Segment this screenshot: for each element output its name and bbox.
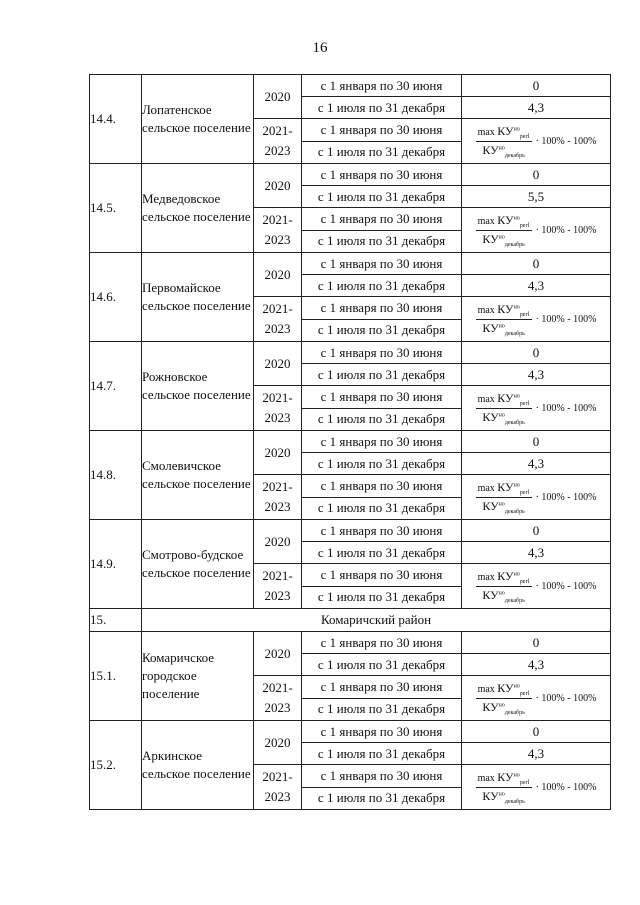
fraction-denominator bbox=[482, 409, 524, 426]
formula-sub: регl bbox=[519, 311, 530, 318]
formula-ku: КУ bbox=[497, 680, 514, 695]
formula-cell bbox=[462, 564, 611, 609]
formula-max: max bbox=[477, 215, 495, 227]
period-cell: с 1 июля по 31 декабря bbox=[302, 319, 462, 342]
item-number: 14.8. bbox=[90, 431, 142, 520]
fraction-numerator bbox=[476, 681, 532, 699]
item-number: 14.5. bbox=[90, 164, 142, 253]
formula bbox=[462, 569, 610, 604]
district-name: Комаричский район bbox=[142, 609, 611, 632]
item-number: 14.9. bbox=[90, 520, 142, 609]
formula-tail: · 100% - 100% bbox=[535, 781, 597, 793]
formula-cell bbox=[462, 765, 611, 810]
period-cell: с 1 июля по 31 декабря bbox=[302, 230, 462, 253]
value-cell: 0 bbox=[462, 632, 611, 654]
formula-sub: регl bbox=[519, 400, 530, 407]
formula-ku: КУ bbox=[482, 498, 499, 513]
value-cell: 0 bbox=[462, 431, 611, 453]
year-cell: 2020 bbox=[254, 520, 302, 564]
formula-sup: но bbox=[513, 215, 520, 222]
fraction-denominator bbox=[482, 142, 524, 159]
formula-sub: регl bbox=[519, 779, 530, 786]
formula-sub: регl bbox=[519, 489, 530, 496]
period-cell: с 1 июля по 31 декабря bbox=[302, 586, 462, 609]
fraction bbox=[476, 770, 532, 805]
value-cell: 4,3 bbox=[462, 275, 611, 297]
year-cell: 2020 bbox=[254, 164, 302, 208]
value-cell: 0 bbox=[462, 342, 611, 364]
fraction bbox=[476, 213, 532, 248]
formula-sub: регl bbox=[519, 690, 530, 697]
year-cell: 2020 bbox=[254, 75, 302, 119]
formula-sub: регl bbox=[519, 133, 530, 140]
period-cell: с 1 января по 30 июня bbox=[302, 431, 462, 453]
formula-sup: но bbox=[513, 683, 520, 690]
period-cell: с 1 января по 30 июня bbox=[302, 632, 462, 654]
period-cell: с 1 июля по 31 декабря bbox=[302, 743, 462, 765]
period-cell: с 1 января по 30 июня bbox=[302, 765, 462, 788]
formula-ku: КУ bbox=[497, 123, 514, 138]
fraction bbox=[476, 480, 532, 515]
table-row bbox=[90, 164, 611, 186]
value-cell: 4,3 bbox=[462, 453, 611, 475]
year-range-cell: 2021-2023 bbox=[254, 297, 302, 342]
formula-tail: · 100% - 100% bbox=[535, 313, 597, 325]
formula-max: max bbox=[477, 393, 495, 405]
value-cell: 0 bbox=[462, 253, 611, 275]
formula-max: max bbox=[477, 772, 495, 784]
formula-tail: · 100% - 100% bbox=[535, 135, 597, 147]
period-cell: с 1 июля по 31 декабря bbox=[302, 141, 462, 164]
table-row bbox=[90, 342, 611, 364]
period-cell: с 1 июля по 31 декабря bbox=[302, 408, 462, 431]
period-cell: с 1 июля по 31 декабря bbox=[302, 453, 462, 475]
formula-sup: но bbox=[513, 772, 520, 779]
fraction-denominator bbox=[482, 320, 524, 337]
item-number: 14.6. bbox=[90, 253, 142, 342]
formula-ku: КУ bbox=[482, 409, 499, 424]
formula-sup: но bbox=[513, 304, 520, 311]
year-range-cell: 2021-2023 bbox=[254, 564, 302, 609]
period-cell: с 1 января по 30 июня bbox=[302, 564, 462, 587]
formula-ku: КУ bbox=[497, 769, 514, 784]
period-cell: с 1 января по 30 июня bbox=[302, 676, 462, 699]
fraction bbox=[476, 302, 532, 337]
settlement-name: Аркинское сельское поселение bbox=[142, 721, 254, 810]
formula-ku: КУ bbox=[482, 699, 499, 714]
formula-sub: декабрь bbox=[504, 508, 525, 515]
table-row bbox=[90, 75, 611, 97]
formula-max: max bbox=[477, 482, 495, 494]
period-cell: с 1 января по 30 июня bbox=[302, 475, 462, 498]
formula-sup: но bbox=[498, 590, 505, 597]
value-cell: 4,3 bbox=[462, 654, 611, 676]
value-cell: 4,3 bbox=[462, 364, 611, 386]
formula-ku: КУ bbox=[497, 479, 514, 494]
value-cell: 0 bbox=[462, 721, 611, 743]
fraction-numerator bbox=[476, 480, 532, 498]
period-cell: с 1 января по 30 июня bbox=[302, 721, 462, 743]
settlement-name: Рожновское сельское поселение bbox=[142, 342, 254, 431]
year-range-cell: 2021-2023 bbox=[254, 386, 302, 431]
period-cell: с 1 января по 30 июня bbox=[302, 253, 462, 275]
formula-sup: но bbox=[498, 791, 505, 798]
formula-tail: · 100% - 100% bbox=[535, 491, 597, 503]
year-range-cell: 2021-2023 bbox=[254, 676, 302, 721]
year-cell: 2020 bbox=[254, 342, 302, 386]
value-cell: 0 bbox=[462, 164, 611, 186]
formula-cell bbox=[462, 297, 611, 342]
formula-sup: но bbox=[498, 234, 505, 241]
value-cell: 0 bbox=[462, 75, 611, 97]
formula-cell bbox=[462, 119, 611, 164]
table-row bbox=[90, 632, 611, 654]
fraction-numerator bbox=[476, 770, 532, 788]
formula-sup: но bbox=[498, 412, 505, 419]
fraction-numerator bbox=[476, 213, 532, 231]
formula-cell bbox=[462, 676, 611, 721]
formula-sub: декабрь bbox=[504, 709, 525, 716]
fraction bbox=[476, 681, 532, 716]
fraction-numerator bbox=[476, 302, 532, 320]
table-row bbox=[90, 431, 611, 453]
period-cell: с 1 января по 30 июня bbox=[302, 520, 462, 542]
value-cell: 0 bbox=[462, 520, 611, 542]
item-number: 14.7. bbox=[90, 342, 142, 431]
formula-ku: КУ bbox=[482, 788, 499, 803]
formula-sup: но bbox=[513, 126, 520, 133]
value-cell: 5,5 bbox=[462, 186, 611, 208]
fraction-numerator bbox=[476, 569, 532, 587]
formula-cell bbox=[462, 208, 611, 253]
period-cell: с 1 января по 30 июня bbox=[302, 119, 462, 142]
year-range-cell: 2021-2023 bbox=[254, 765, 302, 810]
fraction-denominator bbox=[482, 498, 524, 515]
district-number: 15. bbox=[90, 609, 142, 632]
item-number: 14.4. bbox=[90, 75, 142, 164]
year-cell: 2020 bbox=[254, 431, 302, 475]
period-cell: с 1 июля по 31 декабря bbox=[302, 654, 462, 676]
period-cell: с 1 января по 30 июня bbox=[302, 342, 462, 364]
formula bbox=[462, 480, 610, 515]
settlement-name: Лопатенское сельское поселение bbox=[142, 75, 254, 164]
value-cell: 4,3 bbox=[462, 542, 611, 564]
period-cell: с 1 июля по 31 декабря bbox=[302, 186, 462, 208]
formula-max: max bbox=[477, 571, 495, 583]
settlement-name: Смотрово-будское сельское поселение bbox=[142, 520, 254, 609]
settlement-name: Смолевичское сельское поселение bbox=[142, 431, 254, 520]
formula-ku: КУ bbox=[482, 587, 499, 602]
formula-cell bbox=[462, 386, 611, 431]
settlement-name: Комаричское городское поселение bbox=[142, 632, 254, 721]
formula-sub: декабрь bbox=[504, 419, 525, 426]
period-cell: с 1 июля по 31 декабря bbox=[302, 787, 462, 810]
fraction bbox=[476, 569, 532, 604]
period-cell: с 1 июля по 31 декабря bbox=[302, 275, 462, 297]
formula-sup: но bbox=[513, 482, 520, 489]
district-row bbox=[90, 609, 611, 632]
fraction-denominator bbox=[482, 587, 524, 604]
formula-max: max bbox=[477, 304, 495, 316]
settlement-name: Медведовское сельское поселение bbox=[142, 164, 254, 253]
formula-tail: · 100% - 100% bbox=[535, 692, 597, 704]
year-range-cell: 2021-2023 bbox=[254, 208, 302, 253]
item-number: 15.1. bbox=[90, 632, 142, 721]
period-cell: с 1 января по 30 июня bbox=[302, 297, 462, 320]
period-cell: с 1 января по 30 июня bbox=[302, 164, 462, 186]
formula-sup: но bbox=[513, 571, 520, 578]
formula-max: max bbox=[477, 126, 495, 138]
period-cell: с 1 июля по 31 декабря bbox=[302, 364, 462, 386]
period-cell: с 1 июля по 31 декабря bbox=[302, 698, 462, 721]
fraction bbox=[476, 124, 532, 159]
formula-sup: но bbox=[513, 393, 520, 400]
table-row bbox=[90, 520, 611, 542]
formula-sub: декабрь bbox=[504, 330, 525, 337]
value-cell: 4,3 bbox=[462, 97, 611, 119]
formula bbox=[462, 213, 610, 248]
period-cell: с 1 июля по 31 декабря bbox=[302, 97, 462, 119]
formula-sup: но bbox=[498, 145, 505, 152]
formula-sup: но bbox=[498, 702, 505, 709]
item-number: 15.2. bbox=[90, 721, 142, 810]
formula-sup: но bbox=[498, 323, 505, 330]
formula-sup: но bbox=[498, 501, 505, 508]
formula bbox=[462, 770, 610, 805]
year-range-cell: 2021-2023 bbox=[254, 119, 302, 164]
period-cell: с 1 июля по 31 декабря bbox=[302, 542, 462, 564]
table-row bbox=[90, 253, 611, 275]
formula-sub: декабрь bbox=[504, 597, 525, 604]
formula-sub: декабрь bbox=[504, 798, 525, 805]
formula-ku: КУ bbox=[482, 320, 499, 335]
period-cell: с 1 января по 30 июня bbox=[302, 208, 462, 231]
formula-tail: · 100% - 100% bbox=[535, 402, 597, 414]
fraction bbox=[476, 391, 532, 426]
fraction-denominator bbox=[482, 788, 524, 805]
value-cell: 4,3 bbox=[462, 743, 611, 765]
formula-sub: декабрь bbox=[504, 152, 525, 159]
formula-ku: КУ bbox=[482, 231, 499, 246]
formula-sub: регl bbox=[519, 578, 530, 585]
formula-tail: · 100% - 100% bbox=[535, 580, 597, 592]
fraction-denominator bbox=[482, 231, 524, 248]
formula bbox=[462, 302, 610, 337]
year-range-cell: 2021-2023 bbox=[254, 475, 302, 520]
formula-ku: КУ bbox=[497, 390, 514, 405]
formula bbox=[462, 681, 610, 716]
period-cell: с 1 января по 30 июня bbox=[302, 75, 462, 97]
page-number: 16 bbox=[312, 40, 328, 56]
formula-sub: декабрь bbox=[504, 241, 525, 248]
year-cell: 2020 bbox=[254, 632, 302, 676]
formula bbox=[462, 124, 610, 159]
settlement-name: Первомайское сельское поселение bbox=[142, 253, 254, 342]
formula-tail: · 100% - 100% bbox=[535, 224, 597, 236]
formula-ku: КУ bbox=[497, 212, 514, 227]
tariff-table bbox=[89, 74, 611, 810]
year-cell: 2020 bbox=[254, 721, 302, 765]
period-cell: с 1 января по 30 июня bbox=[302, 386, 462, 409]
formula bbox=[462, 391, 610, 426]
formula-ku: КУ bbox=[497, 301, 514, 316]
formula-ku: КУ bbox=[497, 568, 514, 583]
formula-cell bbox=[462, 475, 611, 520]
formula-sub: регl bbox=[519, 222, 530, 229]
fraction-numerator bbox=[476, 124, 532, 142]
formula-ku: КУ bbox=[482, 142, 499, 157]
year-cell: 2020 bbox=[254, 253, 302, 297]
fraction-denominator bbox=[482, 699, 524, 716]
period-cell: с 1 июля по 31 декабря bbox=[302, 497, 462, 520]
formula-max: max bbox=[477, 683, 495, 695]
table-row bbox=[90, 721, 611, 743]
fraction-numerator bbox=[476, 391, 532, 409]
